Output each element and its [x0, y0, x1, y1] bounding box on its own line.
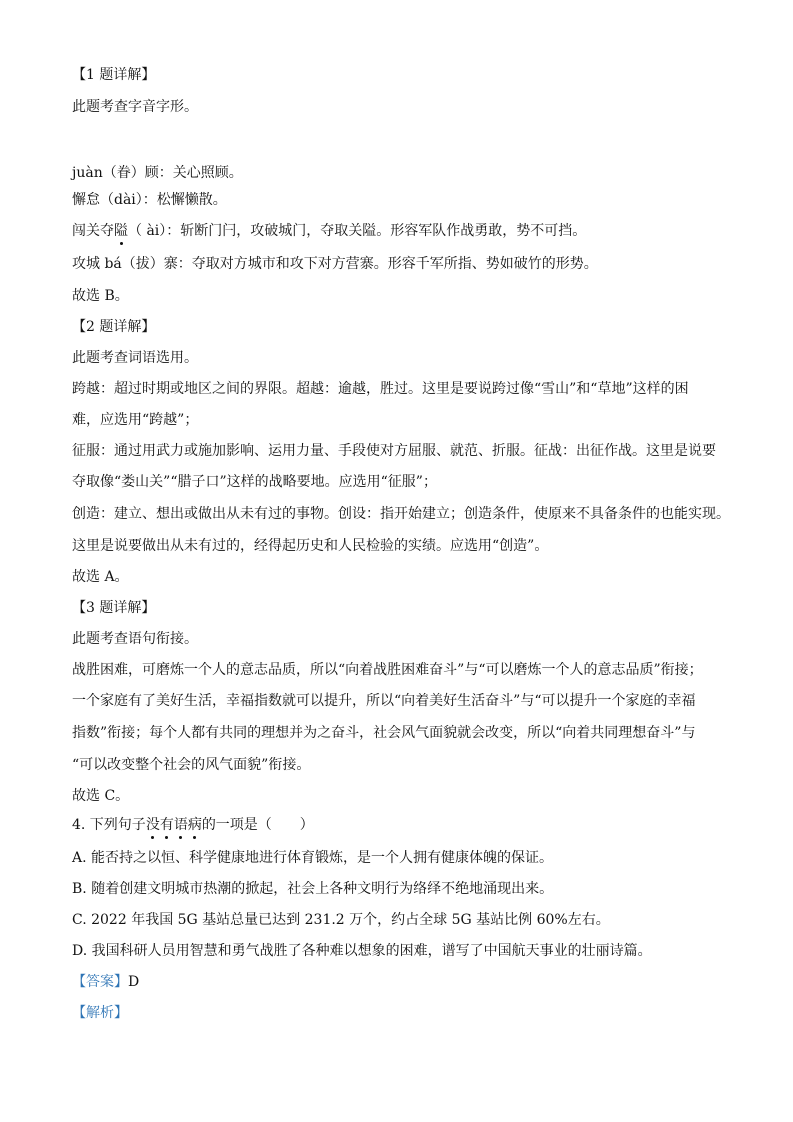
- analysis-label: 【解析】: [72, 1005, 128, 1021]
- q3-line-2: 一个家庭有了美好生活，幸福指数就可以提升，所以“向着美好生活奋斗”与“可以提升一个家庭的幸福: [72, 693, 696, 709]
- q4-option-a: A. 能否持之以恒、科学健康地进行体育锻炼，是一个人拥有健康体魄的保证。: [72, 850, 554, 866]
- q3-line-4: “可以改变整个社会的风气面貌”衔接。: [72, 757, 311, 773]
- q1-item-4: 攻城 bá（拔）寨：夺取对方城市和攻下对方营寨。形容千军所指、势如破竹的形势。: [72, 256, 598, 272]
- q2-para-3-line-2: 这里是说要做出从未有过的，经得起历史和人民检验的实绩。应选用“创造”。: [72, 538, 549, 554]
- q4-stem-post: 的一项是（ ）: [201, 817, 314, 833]
- q3-line-1: 战胜困难，可磨炼一个人的意志品质，所以“向着战胜困难奋斗”与“可以磨炼一个人的意志品质”衔接；: [72, 662, 703, 678]
- q2-para-3-line-1: 创造：建立、想出或做出从未有过的事物。创设：指开始建立；创造条件，使原来不具备条件的也能实现。: [72, 506, 730, 522]
- q4-stem-dotted-char: 语: [173, 817, 188, 833]
- q1-item-3: [72, 222, 586, 240]
- q3-answer: 故选 C。: [72, 788, 130, 804]
- q4-stem-dotted-char: 有: [159, 817, 174, 833]
- q1-item-2: 懈怠（dài）：松懈懒散。: [72, 192, 227, 208]
- q1-item-3-pre: 闯关夺: [72, 223, 114, 239]
- q2-para-1-line-1: 跨越：超过时期或地区之间的界限。超越：逾越，胜过。这里是要说跨过像“雪山”和“草地”这样的困: [72, 381, 689, 397]
- q2-para-2-line-2: 夺取像“娄山关”“腊子口”这样的战略要地。应选用“征服”；: [72, 474, 437, 490]
- q1-heading: 【1 题详解】: [72, 67, 156, 83]
- q3-line-3: 指数”衔接；每个人都有共同的理想并为之奋斗，社会风气面貌就会改变，所以“向着共同理想奋斗”与: [72, 725, 696, 741]
- q1-answer: 故选 B。: [72, 288, 129, 304]
- q2-para-1-line-2: 难，应选用“跨越”；: [72, 412, 199, 428]
- q1-item-3-post: （ ài）：斩断门闩，攻破城门，夺取关隘。形容军队作战勇敢，势不可挡。: [128, 223, 587, 239]
- q1-item-1: juàn（眷）顾：关心照顾。: [72, 165, 243, 181]
- q4-option-c: C. 2022 年我国 5G 基站总量已达到 231.2 万个，约占全球 5G 基站比例 60%左右。: [72, 912, 610, 928]
- q3-intro: 此题考查语句衔接。: [72, 631, 198, 647]
- q4-answer: [72, 973, 139, 991]
- q2-answer: 故选 A。: [72, 569, 129, 585]
- q3-heading: 【3 题详解】: [72, 600, 156, 616]
- q2-para-2-line-1: 征服：通过用武力或施加影响、运用力量、手段使对方屈服、就范、折服。征战：出征作战。这里是说要: [72, 443, 716, 459]
- answer-label: 【答案】: [72, 974, 128, 990]
- q4-option-d: D. 我国科研人员用智慧和勇气战胜了各种难以想象的困难，谱写了中国航天事业的壮丽诗篇。: [72, 943, 652, 959]
- answer-value: D: [128, 974, 140, 990]
- q2-heading: 【2 题详解】: [72, 319, 156, 335]
- q1-item-3-char: 隘: [114, 223, 128, 239]
- q1-intro: 此题考查字音字形。: [72, 99, 198, 115]
- q4-stem: [72, 816, 314, 834]
- q4-stem-dotted-char: 没: [145, 817, 160, 833]
- q2-intro: 此题考查词语选用。: [72, 350, 198, 366]
- q4-stem-pre: 4. 下列句子: [72, 817, 146, 833]
- q4-stem-dotted-char: 病: [187, 817, 202, 833]
- q4-option-b: B. 随着创建文明城市热潮的掀起，社会上各种文明行为络绎不绝地涌现出来。: [72, 881, 554, 897]
